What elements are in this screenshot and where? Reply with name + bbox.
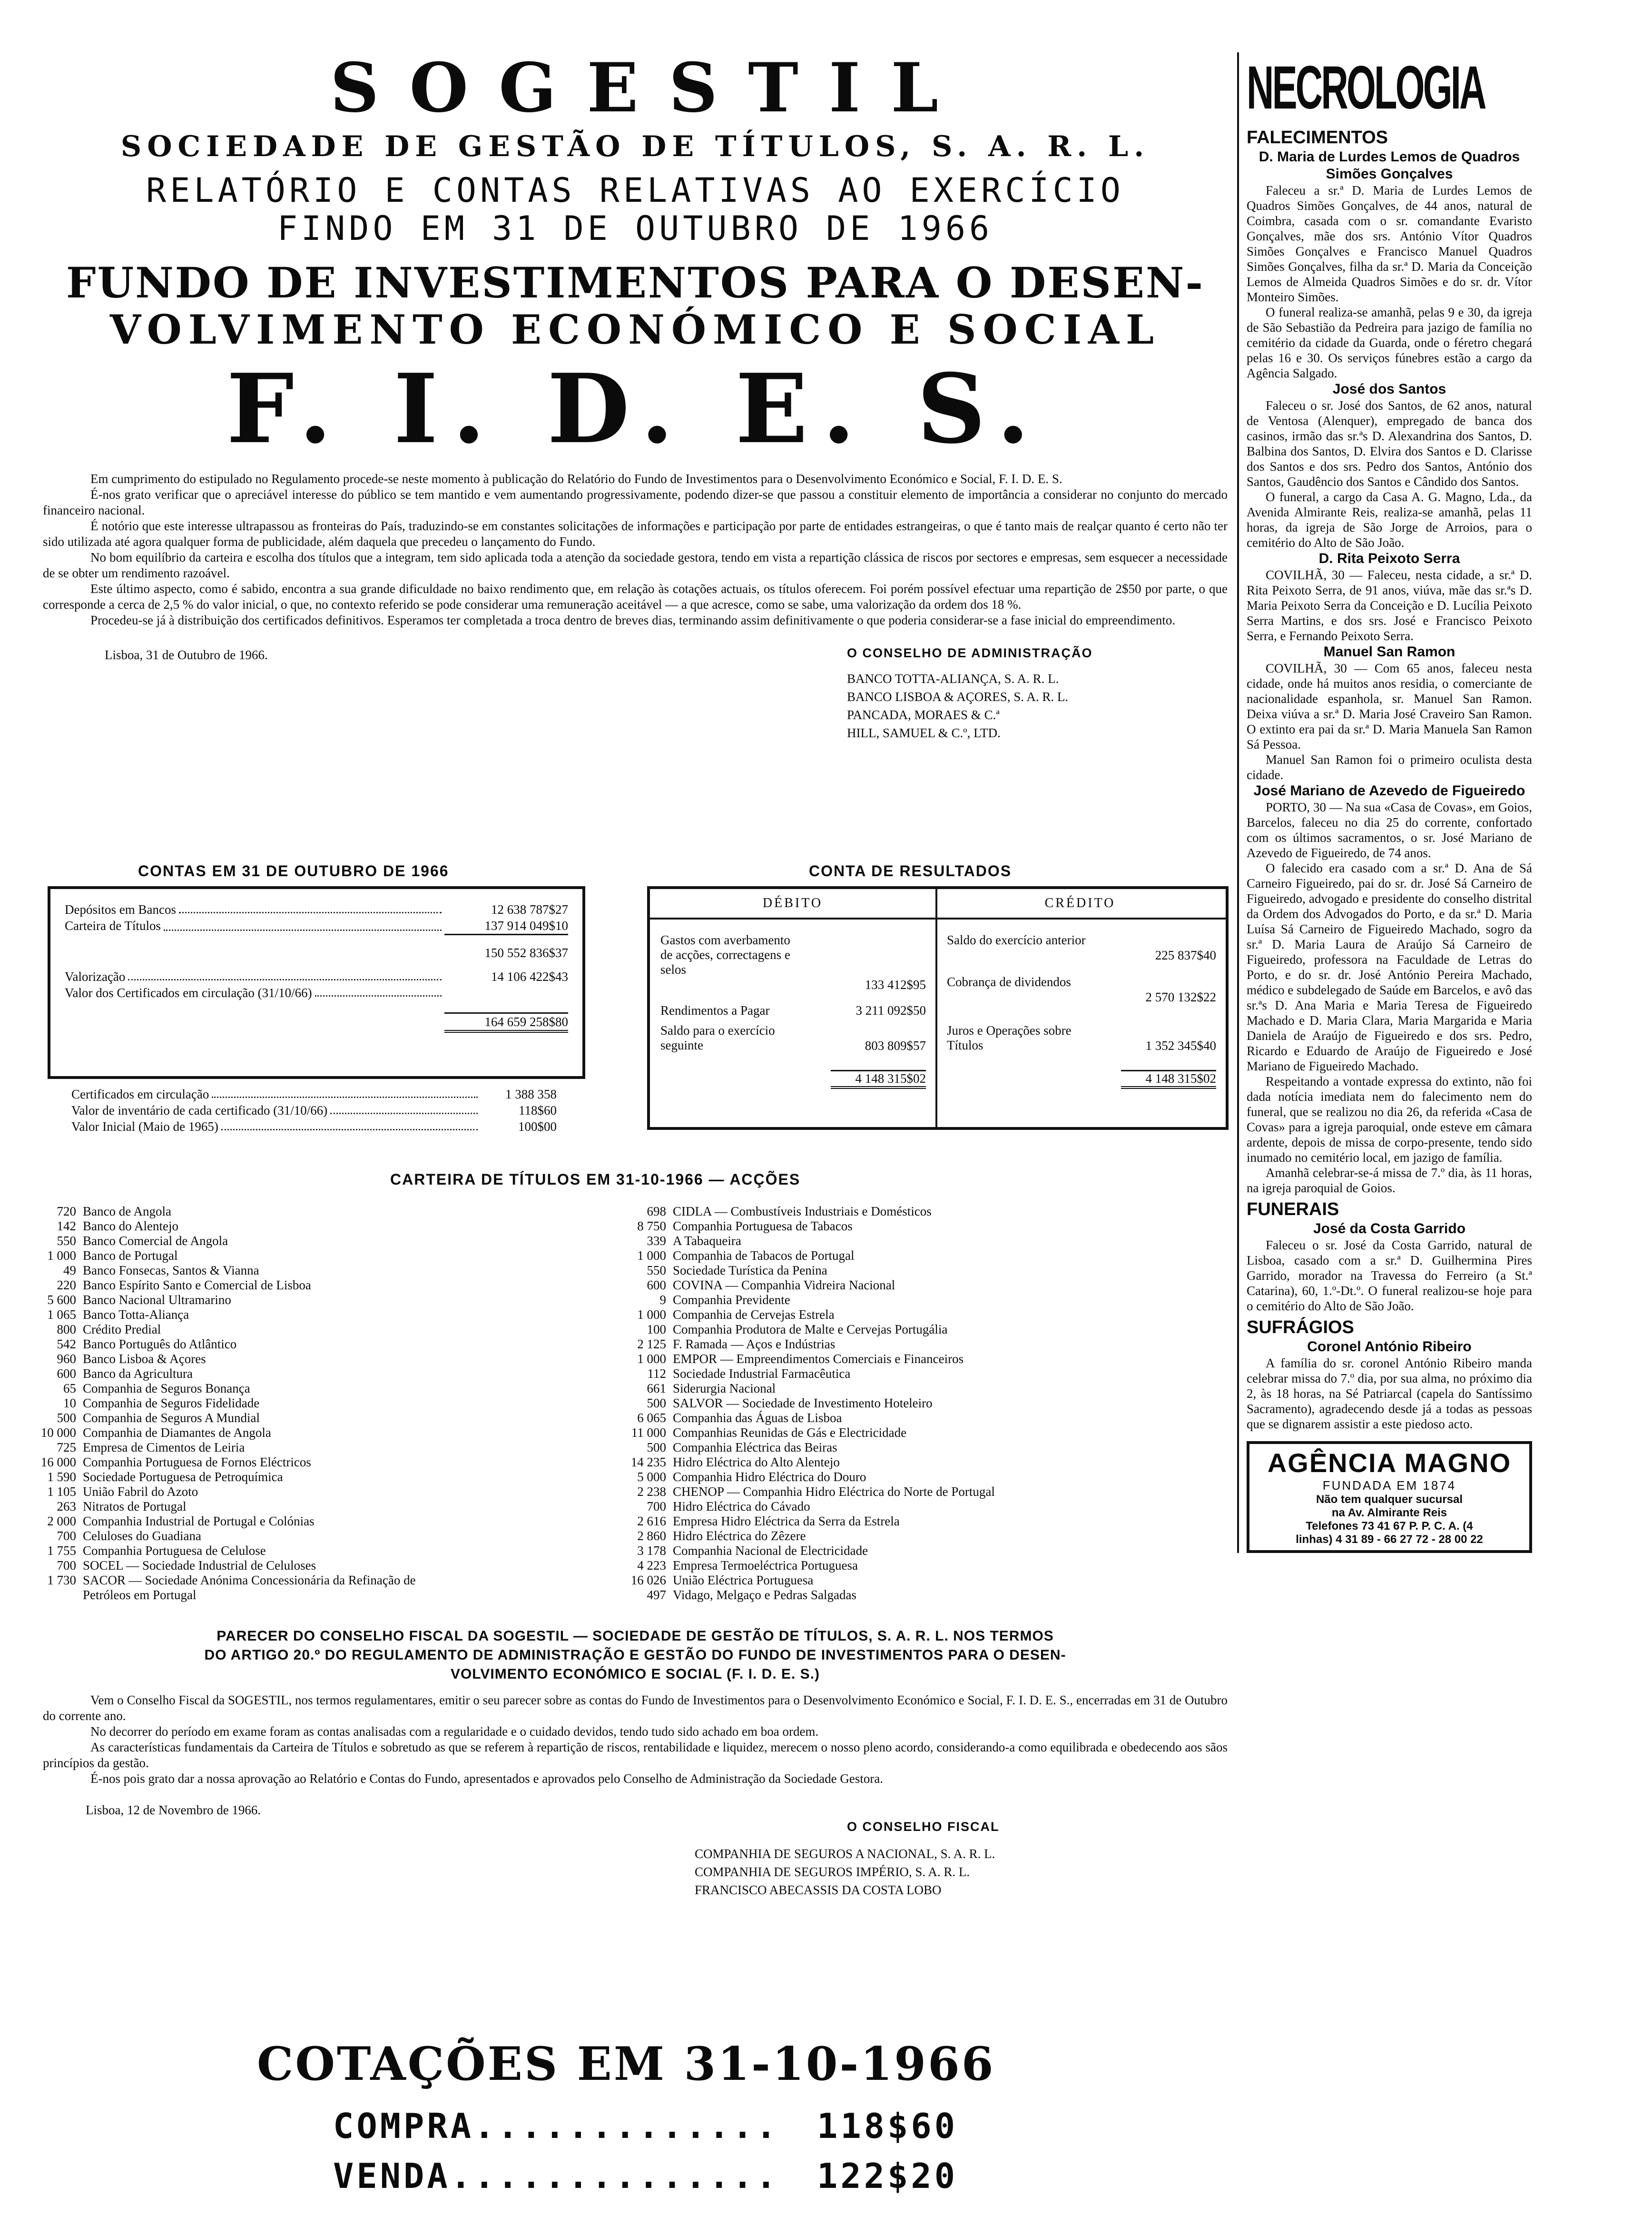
intro-paragraph: No bom equilíbrio da carteira e escolha dos títulos que a integram, tem sido aplicada toda a atenção da sociedade gestora, tendo em vista a repartição clássica de riscos por sectores e empresas, sem esquecer a necessidade de se obter um rendimento razoável.	[43, 550, 1228, 580]
holding-row	[29, 1307, 628, 1322]
contas-below-value: 100$00	[518, 1119, 557, 1134]
fiscal-member: COMPANHIA DE SEGUROS A NACIONAL, S. A. R. L.	[695, 1847, 995, 1861]
parecer-text	[43, 1692, 1228, 1787]
report-title-line2: FINDO EM 31 DE OUTUBRO DE 1966	[277, 209, 993, 248]
debit-label: Saldo para o exercício seguinte	[660, 1023, 775, 1052]
holding-row	[619, 1381, 1228, 1396]
compra-line: COMPRA............. 118$60	[333, 2106, 958, 2146]
credit-header: CRÉDITO	[1044, 896, 1116, 910]
holding-quantity: 497	[647, 1588, 666, 1602]
holding-row	[29, 1543, 628, 1558]
holding-name: SOCEL — Sociedade Industrial de Celuloses	[83, 1558, 316, 1572]
holding-name: Banco da Agricultura	[83, 1366, 193, 1381]
fund-title-line2: VOLVIMENTO ECONÓMICO E SOCIAL	[109, 306, 1161, 353]
holding-row	[29, 1322, 628, 1337]
fund-acronym: F. I. D. E. S.	[226, 353, 1044, 465]
holding-row	[29, 1219, 628, 1234]
holding-row	[619, 1558, 1228, 1573]
holding-name: União Eléctrica Portuguesa	[673, 1573, 814, 1587]
holding-name: Banco Espírito Santo e Comercial de Lisboa	[83, 1278, 311, 1292]
intro-paragraph: Em cumprimento do estipulado no Regulamento procede-se neste momento à publicação do Relatório do Fundo de Investimentos para o Desenvolvimento Económico e Social, F. I. D. E. S.	[90, 472, 1062, 486]
holding-quantity: 698	[647, 1204, 666, 1218]
credit-total: 4 148 315$02	[1121, 1070, 1216, 1089]
cotacoes-title: COTAÇÕES EM 31-10-1966	[257, 2037, 995, 2091]
holding-quantity: 542	[57, 1337, 76, 1351]
funerais-list	[1247, 1220, 1532, 1314]
board-members	[847, 670, 1068, 742]
contas-row	[65, 901, 568, 918]
holding-row	[619, 1219, 1228, 1234]
parecer-paragraph: No decorrer do período em exame foram as contas analisadas com a regularidade e o cuidado devidos, tendo tudo sido achado em boa ordem.	[90, 1724, 819, 1739]
holding-row	[619, 1440, 1228, 1455]
holding-quantity: 8 750	[637, 1219, 666, 1233]
holding-quantity: 16 026	[630, 1573, 666, 1587]
holding-row	[29, 1558, 628, 1573]
holding-name: Banco Lisboa & Açores	[83, 1352, 206, 1366]
holding-quantity: 2 860	[637, 1529, 666, 1543]
holding-row	[619, 1573, 1228, 1588]
holding-name: União Fabril do Azoto	[83, 1484, 198, 1499]
sufragios-heading: SUFRÁGIOS	[1247, 1317, 1354, 1337]
holding-row	[29, 1293, 628, 1307]
holding-row	[29, 1470, 628, 1484]
agency-name: AGÊNCIA MAGNO	[1267, 1448, 1512, 1478]
parecer-title-line1: PARECER DO CONSELHO FISCAL DA SOGESTIL — SOCIEDADE DE GESTÃO DE TÍTULOS, S. A. R. L. NOS TERMOS	[216, 1628, 1054, 1644]
holding-row	[619, 1278, 1228, 1293]
holding-name: Sociedade Turística da Penina	[673, 1263, 827, 1277]
holding-name: Crédito Predial	[83, 1322, 161, 1336]
holding-quantity: 3 178	[637, 1543, 666, 1558]
holding-name: Empresa Hidro Eléctrica da Serra da Estrela	[673, 1514, 900, 1528]
holding-row	[29, 1234, 628, 1248]
holding-name: SACOR — Sociedade Anónima Concessionária da Refinação de	[83, 1573, 416, 1587]
holding-row	[619, 1514, 1228, 1529]
venda-label: VENDA	[333, 2156, 451, 2196]
resultados-divider	[935, 889, 937, 1127]
holding-quantity: 220	[57, 1278, 76, 1292]
holding-quantity: 960	[57, 1352, 76, 1366]
holding-row	[29, 1529, 628, 1543]
intro-paragraph: Este último aspecto, como é sabido, encontra a sua grande dificuldade no baixo rendimento que, em relação às cotações actuais, os títulos oferecem. Foi porém possível efectuar uma repartição de 2$50 por parte, o que corresponde a cerca de 2,5 % do valor inicial, o que, no contexto referido se pode considerar uma remuneração aceitável — a que acresce, como se sabe, uma valorização da ordem dos 18 %.	[43, 582, 1228, 612]
intro-place-date: Lisboa, 31 de Outubro de 1966.	[105, 648, 268, 662]
holding-name: Companhia Eléctrica das Beiras	[673, 1440, 837, 1454]
venda-line: VENDA.............. 122$20	[333, 2156, 958, 2196]
falecimentos-list	[1247, 148, 1532, 1196]
contas-value: 137 914 049$10	[444, 918, 568, 935]
holding-row	[619, 1248, 1228, 1263]
holding-quantity: 500	[647, 1396, 666, 1410]
resultados-box	[647, 886, 1229, 1130]
holding-name: Banco do Alentejo	[83, 1219, 178, 1233]
holding-row	[29, 1440, 628, 1455]
holding-row	[619, 1396, 1228, 1411]
board-member: BANCO LISBOA & AÇORES, S. A. R. L.	[847, 690, 1069, 704]
parecer-paragraph: É-nos pois grato dar a nossa aprovação ao Relatório e Contas do Fundo, apresentados e aprovados pelo Conselho de Administração da Sociedade Gestora.	[90, 1771, 884, 1786]
holding-quantity: 2 000	[47, 1514, 76, 1528]
board-title: O CONSELHO DE ADMINISTRAÇÃO	[847, 646, 1093, 660]
holding-quantity: 800	[57, 1322, 76, 1336]
holding-row	[619, 1337, 1228, 1352]
holding-quantity: 700	[647, 1499, 666, 1513]
holding-name: Banco de Portugal	[83, 1248, 178, 1263]
holding-row	[619, 1543, 1228, 1558]
holding-name: Nitratos de Portugal	[83, 1499, 187, 1513]
contas-value: 164 659 258$80	[444, 1012, 568, 1033]
holding-name: Companhia Portuguesa de Tabacos	[673, 1219, 853, 1233]
board-member: BANCO TOTTA-ALIANÇA, S. A. R. L.	[847, 672, 1059, 686]
holding-name: Banco Fonsecas, Santos & Vianna	[83, 1263, 259, 1277]
holding-quantity: 500	[57, 1411, 76, 1425]
contas-below-row	[71, 1086, 557, 1102]
venda-value: 122$20	[816, 2156, 958, 2196]
contas-label: Valorização	[65, 969, 126, 984]
holding-name: Hidro Eléctrica do Alto Alentejo	[673, 1455, 840, 1469]
fund-title-line1: FUNDO DE INVESTIMENTOS PARA O DESEN-	[66, 258, 1205, 307]
company-title: SOGESTIL	[330, 49, 969, 128]
fiscal-council-members	[695, 1845, 1228, 1899]
holding-quantity: 10	[63, 1396, 76, 1410]
holding-name: EMPOR — Empreendimentos Comerciais e Financeiros	[673, 1352, 964, 1366]
debit-header: DÉBITO	[762, 896, 823, 910]
holding-quantity: 661	[647, 1381, 666, 1395]
holding-row	[619, 1263, 1228, 1278]
holding-row	[619, 1204, 1228, 1219]
holding-row	[619, 1529, 1228, 1543]
holding-row	[29, 1381, 628, 1396]
contas-value: 12 638 787$27	[491, 902, 568, 917]
intro-text	[43, 471, 1228, 628]
obituary-text: Respeitando a vontade expressa do extinto, não foi dada notícia imediata nem do falecimento nem do funeral, que se realizou no dia 26, da referida «Casa de Covas» para a igreja paroquial, onde esteve em câmara ardente, depois de missa de corpo-presente, tendo sido inumado no cemitério local, em jazigo de família.	[1247, 1074, 1532, 1165]
obituary-name: Coronel António Ribeiro	[1307, 1339, 1472, 1355]
obituary-text: Amanhã celebrar-se-á missa de 7.º dia, às 11 horas, na igreja paroquial de Goios.	[1247, 1166, 1532, 1195]
obituary-text: A família do sr. coronel António Ribeiro manda celebrar missa do 7.º dia, por sua alma, no próximo dia 2, às 18 horas, na Sé Patriarcal (capela do Santíssimo Sacramento), agradecendo desde já a todas as pessoas que se dignarem assistir a este piedoso acto.	[1247, 1356, 1532, 1431]
contas-label: Valor dos Certificados em circulação (31/10/66)	[65, 986, 312, 1000]
board-member: PANCADA, MORAES & C.ª	[847, 708, 1000, 722]
holding-quantity: 100	[647, 1322, 666, 1336]
holding-quantity: 1 730	[47, 1573, 76, 1587]
holding-name: Companhia de Cervejas Estrela	[673, 1307, 835, 1322]
contas-below-value: 118$60	[519, 1103, 557, 1118]
holding-quantity: 1 065	[47, 1307, 76, 1322]
holding-name: Companhia das Águas de Lisboa	[673, 1411, 842, 1425]
holding-name: Empresa Termoeléctrica Portuguesa	[673, 1558, 858, 1572]
holding-row	[619, 1499, 1228, 1514]
report-title-line1: RELATÓRIO E CONTAS RELATIVAS AO EXERCÍCIO	[146, 171, 1124, 210]
holding-quantity: 725	[57, 1440, 76, 1454]
holding-name: Companhia de Diamantes de Angola	[83, 1425, 271, 1440]
holding-row	[29, 1396, 628, 1411]
holding-row	[29, 1248, 628, 1263]
holding-row	[29, 1278, 628, 1293]
sogestil-report	[43, 49, 1228, 791]
debit-label: Gastos com averbamento de acções, correctagens e selos	[660, 933, 790, 977]
parecer-paragraph: As características fundamentais da Carteira de Títulos e sobretudo as que se referem à repartição de riscos, rentabilidade e liquidez, merecem o nosso pleno acordo, considerando-a como equilibrada e obedecendo aos sãos princípios da gestão.	[43, 1740, 1228, 1770]
credit-value: 1 352 345$40	[1145, 1038, 1216, 1053]
holding-quantity: 5 600	[47, 1293, 76, 1307]
fiscal-member: FRANCISCO ABECASSIS DA COSTA LOBO	[695, 1883, 942, 1897]
holding-name: Companhias Reunidas de Gás e Electricidade	[673, 1425, 907, 1440]
sufragios-list	[1247, 1338, 1532, 1432]
holding-name: Companhia Portuguesa de Celulose	[83, 1543, 266, 1558]
holding-name: Celuloses do Guadiana	[83, 1529, 201, 1543]
obituary-text: COVILHÃ, 30 — Com 65 anos, faleceu nesta cidade, onde há muitos anos residia, o comerciante de nacionalidade espanhola, sr. Manuel San Ramon. Deixa viúva a sr.ª D. Maria José Craveiro San Ramon. O extinto era pai da sr.ª D. Maria Manuela San Ramon Sá Pessoa.	[1247, 661, 1532, 752]
obituary-text: Faleceu a sr.ª D. Maria de Lurdes Lemos de Quadros Simões Gonçalves, de 44 anos, natural de Coimbra, casada com o sr. comandante Evaristo Gonçalves, mãe dos srs. António Vítor Quadros Simões Gonçalves e Francisco Manuel Quadros Simões Gonçalves, filha da sr.ª D. Maria da Conceição Lemos de Almeida Quadros Simões e do sr. dr. Vítor Monteiro Simões.	[1247, 183, 1532, 304]
debit-value: 803 809$57	[865, 1038, 926, 1053]
obituary-text: O funeral realiza-se amanhã, pelas 9 e 30, da igreja de São Sebastião da Pedreira para jazigo de família no cemitério da cidade da Guarda, onde o féretro chegará pelas 16 e 30. Os serviços fúnebres estão a cargo da Agência Salgado.	[1247, 305, 1532, 380]
contas-below-label: Certificados em circulação	[71, 1087, 209, 1101]
holding-quantity: 2 238	[637, 1484, 666, 1499]
holding-row	[619, 1366, 1228, 1381]
holding-row	[29, 1588, 628, 1602]
holding-quantity: 4 223	[637, 1558, 666, 1572]
carteira-title: CARTEIRA DE TÍTULOS EM 31-10-1966 — ACÇÕES	[390, 1171, 801, 1188]
contas-below-row	[71, 1118, 557, 1135]
holding-row	[29, 1514, 628, 1529]
holding-row	[619, 1470, 1228, 1484]
debit-value: 133 412$95	[865, 978, 926, 992]
necrologia-column	[1237, 52, 1532, 1553]
holding-row	[619, 1411, 1228, 1425]
contas-label: Depósitos em Bancos	[65, 902, 176, 917]
holding-name: Banco Comercial de Angola	[83, 1234, 228, 1248]
fiscal-member: COMPANHIA DE SEGUROS IMPÉRIO, S. A. R. L.	[695, 1865, 970, 1879]
holding-row	[619, 1484, 1228, 1499]
intro-paragraph: É notório que este interesse ultrapassou as fronteiras do País, traduzindo-se em constantes solicitações de informações e participação por parte de entidades estrangeiras, o que é tanto mais de realçar quanto é certo não ter sido utilizada até agora qualquer forma de publicidade, além daquela que precedeu o lançamento do Fundo.	[43, 519, 1228, 549]
holding-quantity: 16 000	[40, 1455, 76, 1469]
holding-quantity: 500	[647, 1440, 666, 1454]
obituary-name: José da Costa Garrido	[1313, 1221, 1466, 1236]
holding-name: Hidro Eléctrica do Zêzere	[673, 1529, 806, 1543]
holding-row	[619, 1234, 1228, 1248]
holding-quantity: 600	[647, 1278, 666, 1292]
obituary-name: José Mariano de Azevedo de Figueiredo	[1253, 783, 1525, 799]
holding-row	[619, 1455, 1228, 1470]
holding-name: Banco Português do Atlântico	[83, 1337, 237, 1351]
holding-name: Companhia Industrial de Portugal e Colónias	[83, 1514, 315, 1528]
obituary-text: Faleceu o sr. José da Costa Garrido, natural de Lisboa, casado com a sr.ª D. Guilhermina Pires Garrido, morador na Travessa do Ferreiro (a St.ª Catarina), 60, 1.º-Dt.º. O funeral realizou-se hoje para o cemitério do Alto de São João.	[1247, 1238, 1532, 1313]
holding-row	[619, 1293, 1228, 1307]
holding-row	[29, 1263, 628, 1278]
agency-line: Não tem qualquer sucursal	[1316, 1493, 1463, 1506]
holding-quantity: 2 125	[637, 1337, 666, 1351]
holding-name: F. Ramada — Aços e Indústrias	[673, 1337, 836, 1351]
carteira-right-column	[619, 1204, 1228, 1602]
credit-label: Juros e Operações sobre Títulos	[947, 1023, 1072, 1052]
obituary-name: D. Maria de Lurdes Lemos de Quadros Simões Gonçalves	[1259, 149, 1520, 182]
holding-row	[29, 1455, 628, 1470]
holding-name: Banco de Angola	[83, 1204, 171, 1218]
obituary-name: Manuel San Ramon	[1323, 644, 1455, 660]
holding-quantity: 1 590	[47, 1470, 76, 1484]
holding-name: Companhia de Tabacos de Portugal	[673, 1248, 855, 1263]
debit-total: 4 148 315$02	[831, 1070, 926, 1089]
holding-quantity: 600	[57, 1366, 76, 1381]
resultados-title: CONTA DE RESULTADOS	[809, 862, 1012, 880]
holding-quantity: 112	[647, 1366, 666, 1381]
holding-name: CHENOP — Companhia Hidro Eléctrica do Norte de Portugal	[673, 1484, 995, 1499]
agency-ad	[1247, 1441, 1532, 1553]
holding-quantity: 142	[57, 1219, 76, 1233]
parecer-paragraph: Vem o Conselho Fiscal da SOGESTIL, nos termos regulamentares, emitir o seu parecer sobre as contas do Fundo de Investimentos para o Desenvolvimento Económico e Social, F. I. D. E. S., encerradas em 31 de Outubro do corrente ano.	[43, 1693, 1228, 1723]
holding-quantity: 1 000	[637, 1248, 666, 1263]
holding-quantity: 1 755	[47, 1543, 76, 1558]
holding-row	[29, 1484, 628, 1499]
holding-quantity: 10 000	[40, 1425, 76, 1440]
holding-row	[29, 1352, 628, 1366]
board-member: HILL, SAMUEL & C.º, LTD.	[847, 726, 1001, 740]
holding-quantity: 9	[659, 1293, 666, 1307]
holding-quantity: 263	[57, 1499, 76, 1513]
holding-row	[29, 1366, 628, 1381]
holding-quantity: 49	[63, 1263, 76, 1277]
holding-row	[29, 1499, 628, 1514]
contas-row	[65, 945, 568, 961]
agency-line: Telefones 73 41 67 P. P. C. A. (4	[1306, 1520, 1473, 1533]
contas-row	[65, 985, 568, 1001]
holding-row	[29, 1411, 628, 1425]
obituary-text: Manuel San Ramon foi o primeiro oculista desta cidade.	[1247, 752, 1532, 782]
parecer-title-line3: VOLVIMENTO ECONÓMICO E SOCIAL (F. I. D. E. S.)	[450, 1666, 820, 1682]
parecer-place-date: Lisboa, 12 de Novembro de 1966.	[86, 1803, 261, 1817]
holding-row	[29, 1204, 628, 1219]
holding-name: Petróleos em Portugal	[83, 1588, 197, 1602]
contas-title: CONTAS EM 31 DE OUTUBRO DE 1966	[138, 862, 449, 880]
contas-label: Carteira de Títulos	[65, 919, 161, 933]
holding-name: Companhia de Seguros A Mundial	[83, 1411, 260, 1425]
holding-name: CIDLA — Combustíveis Industriais e Domésticos	[673, 1204, 932, 1218]
parecer-title-line2: DO ARTIGO 20.º DO REGULAMENTO DE ADMINISTRAÇÃO E GESTÃO DO FUNDO DE INVESTIMENTOS PARA O DESEN-	[204, 1647, 1066, 1663]
intro-paragraph: Procedeu-se já à distribuição dos certificados definitivos. Esperamos ter completada a troca dentro de breves dias, terminando assim definitivamente o que poderia considerar-se a fase inicial do empreendimento.	[90, 613, 1176, 627]
holding-name: Companhia Nacional de Electricidade	[673, 1543, 868, 1558]
intro-paragraph: É-nos grato verificar que o apreciável interesse do público se tem mantido e vem aumentando progressivamente, podendo dizer-se que passou a constituir elemento de importância a considerar no conjunto do mercado financeiro nacional.	[43, 487, 1228, 517]
holding-row	[619, 1352, 1228, 1366]
holding-quantity: 1 000	[637, 1307, 666, 1322]
holding-quantity: 720	[57, 1204, 76, 1218]
agency-founded: FUNDADA EM 1874	[1322, 1478, 1456, 1493]
parecer-section	[43, 1627, 1228, 1899]
holding-quantity: 11 000	[631, 1425, 666, 1440]
credit-label: Cobrança de dividendos	[947, 975, 1071, 989]
holding-quantity: 700	[57, 1558, 76, 1572]
holding-quantity: 1 000	[47, 1248, 76, 1263]
contas-value	[444, 985, 568, 1001]
credit-value: 225 837$40	[1155, 948, 1216, 962]
contas-row	[65, 969, 568, 985]
holding-name: Sociedade Industrial Farmacêutica	[673, 1366, 851, 1381]
holding-row	[619, 1307, 1228, 1322]
holding-row	[619, 1322, 1228, 1337]
holding-name: Companhia Previdente	[673, 1293, 790, 1307]
necrologia-title: NECROLOGIA	[1247, 54, 1485, 122]
holding-name: Companhia de Seguros Fidelidade	[83, 1396, 260, 1410]
holding-quantity: 550	[647, 1263, 666, 1277]
holding-quantity: 14 235	[630, 1455, 666, 1469]
compra-value: 118$60	[816, 2106, 958, 2146]
holding-quantity: 550	[57, 1234, 76, 1248]
holding-row	[29, 1425, 628, 1440]
holding-name: Sociedade Portuguesa de Petroquímica	[83, 1470, 283, 1484]
contas-row	[65, 1012, 568, 1033]
agency-line: linhas) 4 31 89 - 66 27 72 - 28 00 22	[1296, 1533, 1483, 1546]
holding-name: Companhia Hidro Eléctrica do Douro	[673, 1470, 866, 1484]
contas-below-row	[71, 1102, 557, 1118]
obituary-name: José dos Santos	[1332, 381, 1446, 397]
contas-value: 14 106 422$43	[491, 969, 568, 984]
holding-quantity: 6 065	[637, 1411, 666, 1425]
falecimentos-heading: FALECIMENTOS	[1247, 128, 1388, 148]
obituary-text: O falecido era casado com a sr.ª D. Ana de Sá Carneiro Figueiredo, pai do sr. dr. José Sá Carneiro de Figueiredo, advogado e presidente do conselho distrital da Ordem dos Advogados do Porto, e da sr.ª D. Maria Luísa Sá Carneiro de Figueiredo Machado, sogro da sr.ª D. Maria Laura de Araújo Sá Carneiro de Figueiredo, professora na Faculdade de Letras do Porto, e do sr. dr. José António Pereira Machado, médico e subdelegado de Saúde em Barcelos, e avô das sr.ªs D. Ana Maria e Maria Teresa de Figueiredo Machado e D. Maria Clara, Maria Margarida e Maria Daniela de Araújo de Figueiredo e dos srs. Pedro, Ricardo e Eduardo de Araújo de Figueiredo e José Mariano de Figueiredo Machado.	[1247, 861, 1532, 1073]
carteira-left-column	[29, 1204, 628, 1602]
agency-line: na Av. Almirante Reis	[1331, 1506, 1447, 1519]
contas-below-label: Valor Inicial (Maio de 1965)	[71, 1119, 218, 1134]
holding-quantity: 65	[63, 1381, 76, 1395]
obituary-text: Faleceu o sr. José dos Santos, de 62 anos, natural de Ventosa (Alenquer), empregado de banca dos casinos, irmão das sr.ªs D. Alexandrina dos Santos, D. Balbina dos Santos, D. Elvira dos Santos e D. Clarisse dos Santos e dos srs. Pedro dos Santos, António dos Santos, Gaudêncio dos Santos e Cândido dos Santos.	[1247, 398, 1532, 489]
credit-value: 2 570 132$22	[1145, 990, 1216, 1004]
contas-below-label: Valor de inventário de cada certificado (31/10/66)	[71, 1103, 328, 1118]
holding-name: Companhia Portuguesa de Fornos Eléctricos	[83, 1455, 311, 1469]
holding-name: Vidago, Melgaço e Pedras Salgadas	[673, 1588, 857, 1602]
holding-quantity: 1 105	[47, 1484, 76, 1499]
holding-name: COVINA — Companhia Vidreira Nacional	[673, 1278, 895, 1292]
holding-row	[29, 1573, 628, 1588]
debit-value: 3 211 092$50	[856, 1003, 926, 1018]
holding-quantity: 2 616	[637, 1514, 666, 1528]
obituary-text: O funeral, a cargo da Casa A. G. Magno, Lda., da Avenida Almirante Reis, realiza-se amanhã, pelas 11 horas, da igreja de São Jorge de Arroios, para o cemitério do Alto de São João.	[1247, 490, 1532, 550]
obituary-text: PORTO, 30 — Na sua «Casa de Covas», em Goios, Barcelos, faleceu no dia 25 do corrente, confortado com os últimos sacramentos, o sr. José Mariano de Azevedo de Figueiredo, de 74 anos.	[1247, 800, 1532, 860]
holding-name: Banco Nacional Ultramarino	[83, 1293, 231, 1307]
obituary-text: COVILHÃ, 30 — Faleceu, nesta cidade, a sr.ª D. Rita Peixoto Serra, de 91 anos, viúva, mãe das sr.ªs D. Maria Peixoto Serra da Conceição e D. Lucília Peixoto Serra Martins, e dos srs. José e Francisco Peixoto Serra, e Fernando Peixoto Serra.	[1247, 568, 1532, 643]
compra-label: COMPRA	[333, 2106, 474, 2146]
contas-box	[48, 886, 585, 1079]
contas-below-value: 1 388 358	[505, 1087, 557, 1101]
holding-row	[619, 1425, 1228, 1440]
holding-name: Companhia de Seguros Bonança	[83, 1381, 250, 1395]
holding-name: Banco Totta-Aliança	[83, 1307, 189, 1322]
funerais-heading: FUNERAIS	[1247, 1199, 1339, 1219]
holding-row	[619, 1588, 1228, 1602]
holding-name: SALVOR — Sociedade de Investimento Hoteleiro	[673, 1396, 933, 1410]
credit-label: Saldo do exercício anterior	[947, 933, 1086, 947]
obituary-name: D. Rita Peixoto Serra	[1318, 551, 1460, 566]
holding-quantity: 5 000	[637, 1470, 666, 1484]
contas-below	[71, 1086, 557, 1135]
contas-value: 150 552 836$37	[484, 946, 568, 960]
debit-label: Rendimentos a Pagar	[660, 1003, 770, 1018]
holding-name: Companhia Produtora de Malte e Cervejas Portugália	[673, 1322, 948, 1336]
company-full-name: SOCIEDADE DE GESTÃO DE TÍTULOS, S. A. R. L.	[120, 130, 1150, 163]
holding-name: Siderurgia Nacional	[673, 1381, 776, 1395]
holding-quantity: 339	[647, 1234, 666, 1248]
holding-row	[29, 1337, 628, 1352]
fiscal-council-title: O CONSELHO FISCAL	[847, 1820, 1000, 1834]
holding-name: A Tabaqueira	[673, 1234, 741, 1248]
holding-name: Hidro Eléctrica do Cávado	[673, 1499, 810, 1513]
holding-quantity: 700	[57, 1529, 76, 1543]
holding-name: Empresa de Cimentos de Leiria	[83, 1440, 245, 1454]
holding-quantity: 1 000	[637, 1352, 666, 1366]
contas-row	[65, 918, 568, 935]
